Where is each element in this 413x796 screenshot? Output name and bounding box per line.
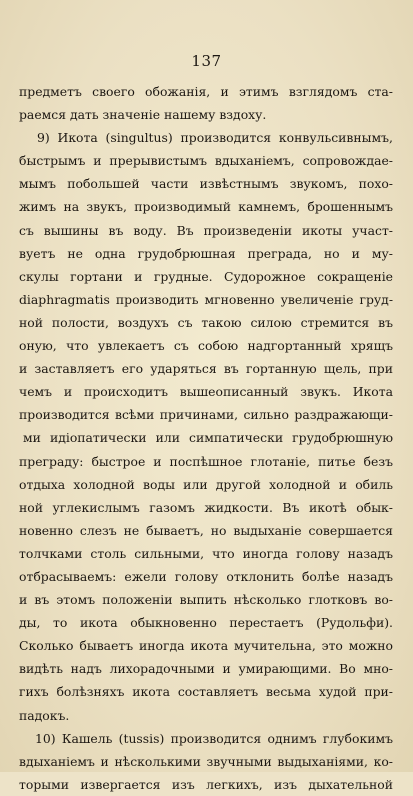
text-line: раемся дать значеніе нашему вздоху. xyxy=(19,107,267,123)
text-line: ми идіопатически или симпатически грудобрюшную xyxy=(23,430,393,446)
text-line: оную, что увлекаетъ съ собою надгортанный хрящъ xyxy=(19,338,393,354)
text-line: производится всѣми причинами, сильно раздражающи- xyxy=(19,407,393,423)
text-line: ной углекислымъ газомъ жидкости. Въ икотѣ обык- xyxy=(19,499,393,515)
text-line: отдыха холодной воды или другой холодной и обиль xyxy=(19,476,393,492)
text-line: преграду: быстрое и поспѣшное глотаніе, питье безъ xyxy=(19,453,393,469)
text-line: вдыханіемъ и нѣсколькими звучными выдыханіями, ко- xyxy=(19,753,393,769)
text-line: съ вышины въ воду. Въ произведеніи икоты участ- xyxy=(19,222,393,238)
text-line: жимъ на звукъ, производимый камнемъ, брошеннымъ xyxy=(19,199,393,215)
text-line: Сколько бываетъ иногда икота мучительна, это можно xyxy=(19,638,393,654)
text-line: отбрасываемъ: ежели голову отклонить болѣе назадъ xyxy=(19,568,393,584)
text-line: ды, то икота обыкновенно перестаетъ (Рудольфи). xyxy=(19,615,393,631)
text-line: 9) Икота (singultus) производится конвульсивнымъ, xyxy=(37,130,393,146)
text-line: новенно слезъ не бываетъ, но выдыханіе совершается xyxy=(19,522,393,538)
text-line: 10) Кашель (tussis) производится однимъ глубокимъ xyxy=(35,730,393,746)
body-text xyxy=(19,80,393,796)
text-line: и въ этомъ положеніи выпить нѣсколько глотковъ во- xyxy=(19,592,393,608)
text-line: diaphragmatis производить мгновенно увеличеніе груд- xyxy=(19,291,393,307)
text-line: мымъ побольшей части извѣстнымъ звукомъ, похо- xyxy=(19,176,393,192)
text-line: скулы гортани и грудные. Судорожное сокращеніе xyxy=(19,268,393,284)
text-line: вуетъ не одна грудобрюшная преграда, но и му- xyxy=(19,245,393,261)
text-line: падокъ. xyxy=(19,707,70,723)
text-line: предметъ своего обожанія, и этимъ взглядомъ ста- xyxy=(19,84,393,99)
page-number: 137 xyxy=(191,52,222,70)
text-line: торыми извергается изъ легкихъ, изъ дыхательной xyxy=(19,776,393,792)
text-line: ной полости, воздухъ съ такою силою стремится въ xyxy=(19,314,393,330)
text-line: и заставляетъ его ударяться въ гортанную щель, при xyxy=(19,361,393,377)
text-line: чемъ и происходитъ вышеописанный звукъ. Икота xyxy=(19,384,393,400)
text-line: быстрымъ и прерывистымъ вдыханіемъ, сопровождае- xyxy=(19,153,393,169)
text-line: толчками столь сильными, что иногда голову назадъ xyxy=(19,545,393,561)
text-line: гихъ болѣзняхъ икота составляетъ весьма худой при- xyxy=(19,684,393,700)
text-line: видѣть надъ лихорадочными и умирающими. Во мно- xyxy=(19,661,393,677)
